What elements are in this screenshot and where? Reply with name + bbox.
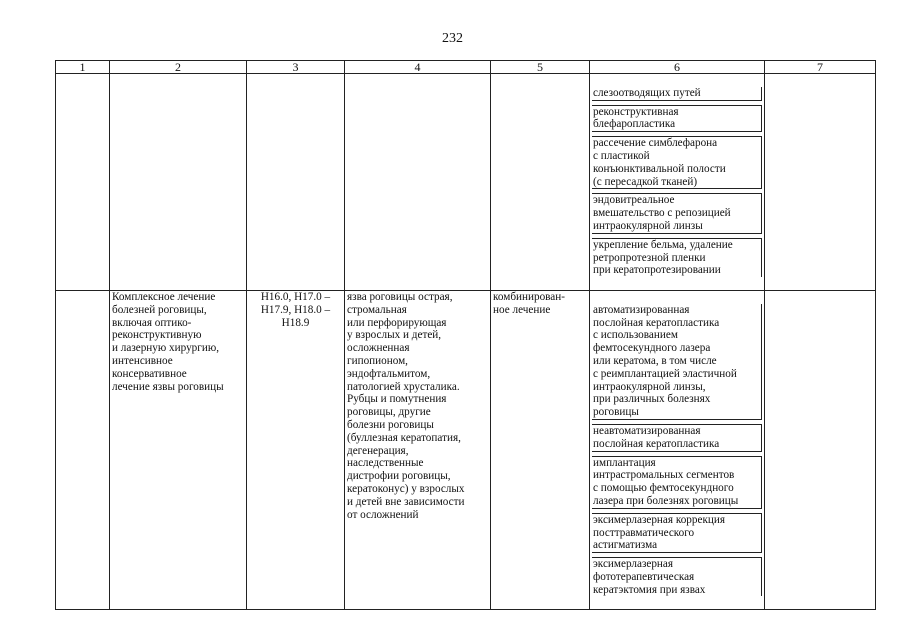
cell-2 [110, 74, 247, 291]
cell-7 [765, 290, 876, 609]
cell-1 [56, 74, 110, 291]
column-header-3: 3 [247, 61, 345, 74]
treatment-type: комбинирован- ное лечение [491, 290, 590, 609]
method-item: эндовитреальное вмешательство с репозицией интраокулярной линзы [592, 193, 762, 233]
table-header-row [56, 61, 876, 74]
method-item: реконструктивная блефаропластика [592, 105, 762, 133]
medical-services-table [55, 60, 876, 610]
column-header-2: 2 [110, 61, 247, 74]
cell-5 [491, 74, 590, 291]
cell-7 [765, 74, 876, 291]
column-header-7: 7 [765, 61, 876, 74]
treatment-name: Комплексное лечение болезней роговицы, включая оптико- реконструктивную и лазерную хирургию, интенсивное консервативное лечение язвы роговицы [110, 290, 247, 609]
method-item: автоматизированная послойная кератопластика с использованием фемтосекундного лазера или кератома, в том числе с реимплантацией эластичной интраокулярной линзы, при различных болезнях роговицы [592, 304, 762, 420]
column-header-6: 6 [590, 61, 765, 74]
method-item: рассечение симблефарона с пластикой конъюнктивальной полости (с пересадкой тканей) [592, 136, 762, 189]
icd-codes: H16.0, H17.0 – H17.9, H18.0 – H18.9 [247, 290, 345, 609]
method-item: слезоотводящих путей [592, 87, 762, 101]
disease-model: язва роговицы острая, стромальная или перфорирующая у взрослых и детей, осложненная гипопионом, эндофтальмитом, патологией хрусталика. Рубцы и помутнения роговицы, другие болезни роговицы (буллезная кератопатия, дегенерация, наследственные дистрофии роговицы, кератоконус) у взрослых и детей вне зависимости от осложнений [345, 290, 491, 609]
column-header-1: 1 [56, 61, 110, 74]
table-row-continuation [56, 74, 876, 291]
column-header-4: 4 [345, 61, 491, 74]
cell-4 [345, 74, 491, 291]
cell-6-methods [590, 290, 765, 609]
method-item: укрепление бельма, удаление ретропротезной пленки при кератопротезировании [592, 238, 762, 277]
method-item: эксимерлазерная коррекция посттравматического астигматизма [592, 513, 762, 553]
method-item: неавтоматизированная послойная кератопластика [592, 424, 762, 452]
method-item: имплантация интрастромальных сегментов с помощью фемтосекундного лазера при болезнях роговицы [592, 456, 762, 509]
column-header-5: 5 [491, 61, 590, 74]
cell-6-methods [590, 74, 765, 291]
cell-1 [56, 290, 110, 609]
cell-3 [247, 74, 345, 291]
table-row-cornea [56, 290, 876, 609]
method-item: эксимерлазерная фототерапевтическая кератэктомия при язвах [592, 557, 762, 596]
page-number: 232 [442, 31, 463, 46]
